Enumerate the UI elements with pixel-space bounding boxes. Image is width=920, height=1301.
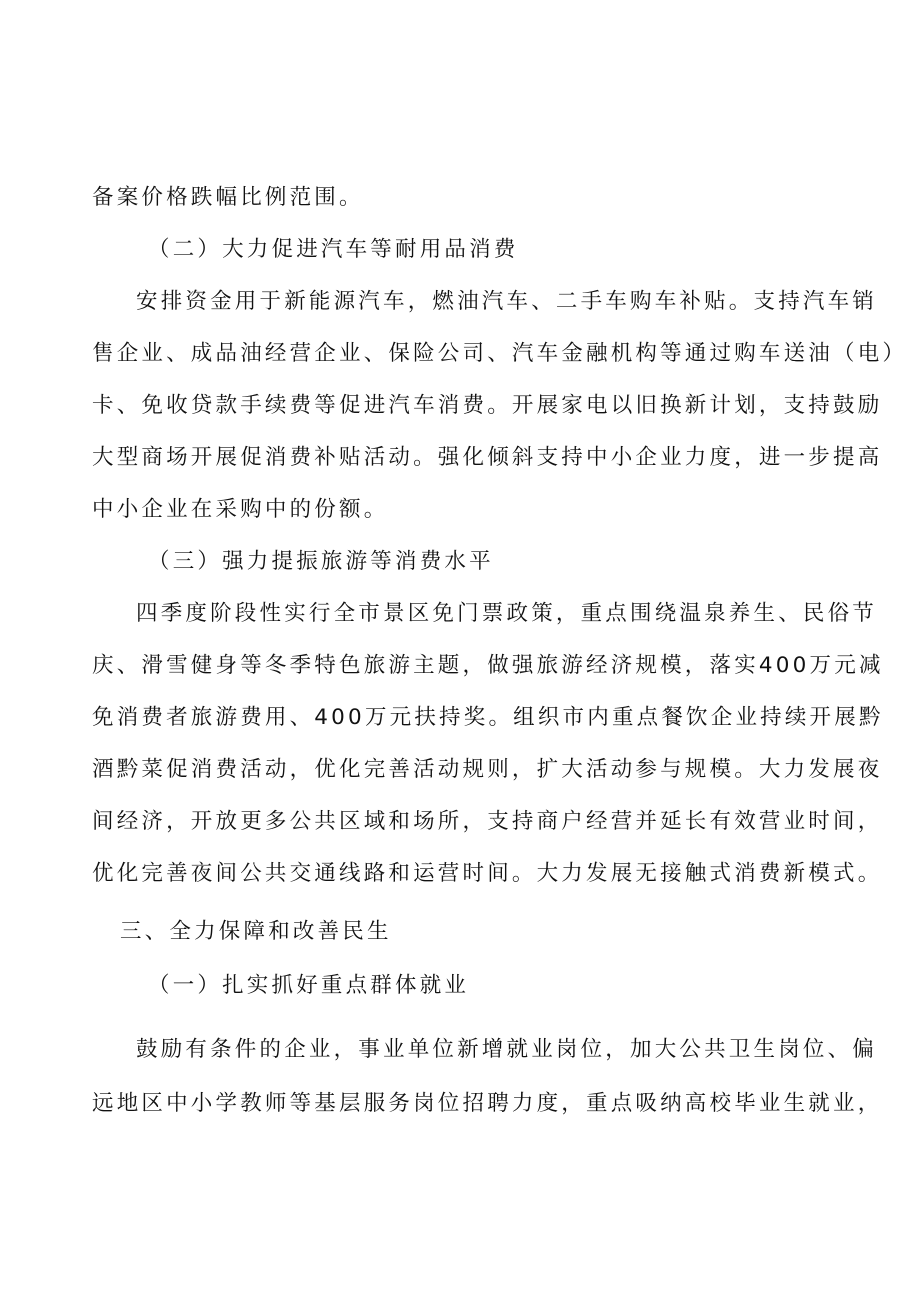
section-heading: （三）强力提振旅游等消费水平 [148, 549, 494, 574]
paragraph-line: 售企业、成品油经营企业、保险公司、汽车金融机构等通过购车送油（电） [92, 341, 908, 366]
paragraph-line: 安排资金用于新能源汽车，燃油汽车、二手车购车补贴。支持汽车销 [136, 289, 878, 314]
paragraph-line: 大型商场开展促消费补贴活动。强化倾斜支持中小企业力度，进一步提高 [92, 445, 883, 470]
paragraph-line: 酒黔菜促消费活动，优化完善活动规则，扩大活动参与规模。大力发展夜 [92, 757, 883, 782]
paragraph-line: 间经济，开放更多公共区域和场所，支持商户经营并延长有效营业时间， [92, 809, 883, 834]
paragraph-line: 优化完善夜间公共交通线路和运营时间。大力发展无接触式消费新模式。 [92, 861, 883, 886]
section-heading: （二）大力促进汽车等耐用品消费 [148, 237, 519, 262]
chapter-heading: 三、全力保障和改善民生 [120, 919, 392, 944]
paragraph-line: 卡、免收贷款手续费等促进汽车消费。开展家电以旧换新计划，支持鼓励 [92, 393, 883, 418]
paragraph-line: 远地区中小学教师等基层服务岗位招聘力度，重点吸纳高校毕业生就业， [92, 1091, 883, 1116]
paragraph-line: 庆、滑雪健身等冬季特色旅游主题，做强旅游经济规模，落实400万元减 [92, 653, 884, 678]
paragraph-line: 四季度阶段性实行全市景区免门票政策，重点围绕温泉养生、民俗节 [136, 601, 878, 626]
paragraph-line: 鼓励有条件的企业，事业单位新增就业岗位，加大公共卫生岗位、偏 [136, 1037, 878, 1062]
paragraph-line: 备案价格跌幅比例范围。 [92, 185, 364, 210]
section-heading: （一）扎实抓好重点群体就业 [148, 973, 470, 998]
paragraph-line: 中小企业在采购中的份额。 [92, 497, 389, 522]
paragraph-line: 免消费者旅游费用、400万元扶持奖。组织市内重点餐饮企业持续开展黔 [92, 705, 884, 730]
